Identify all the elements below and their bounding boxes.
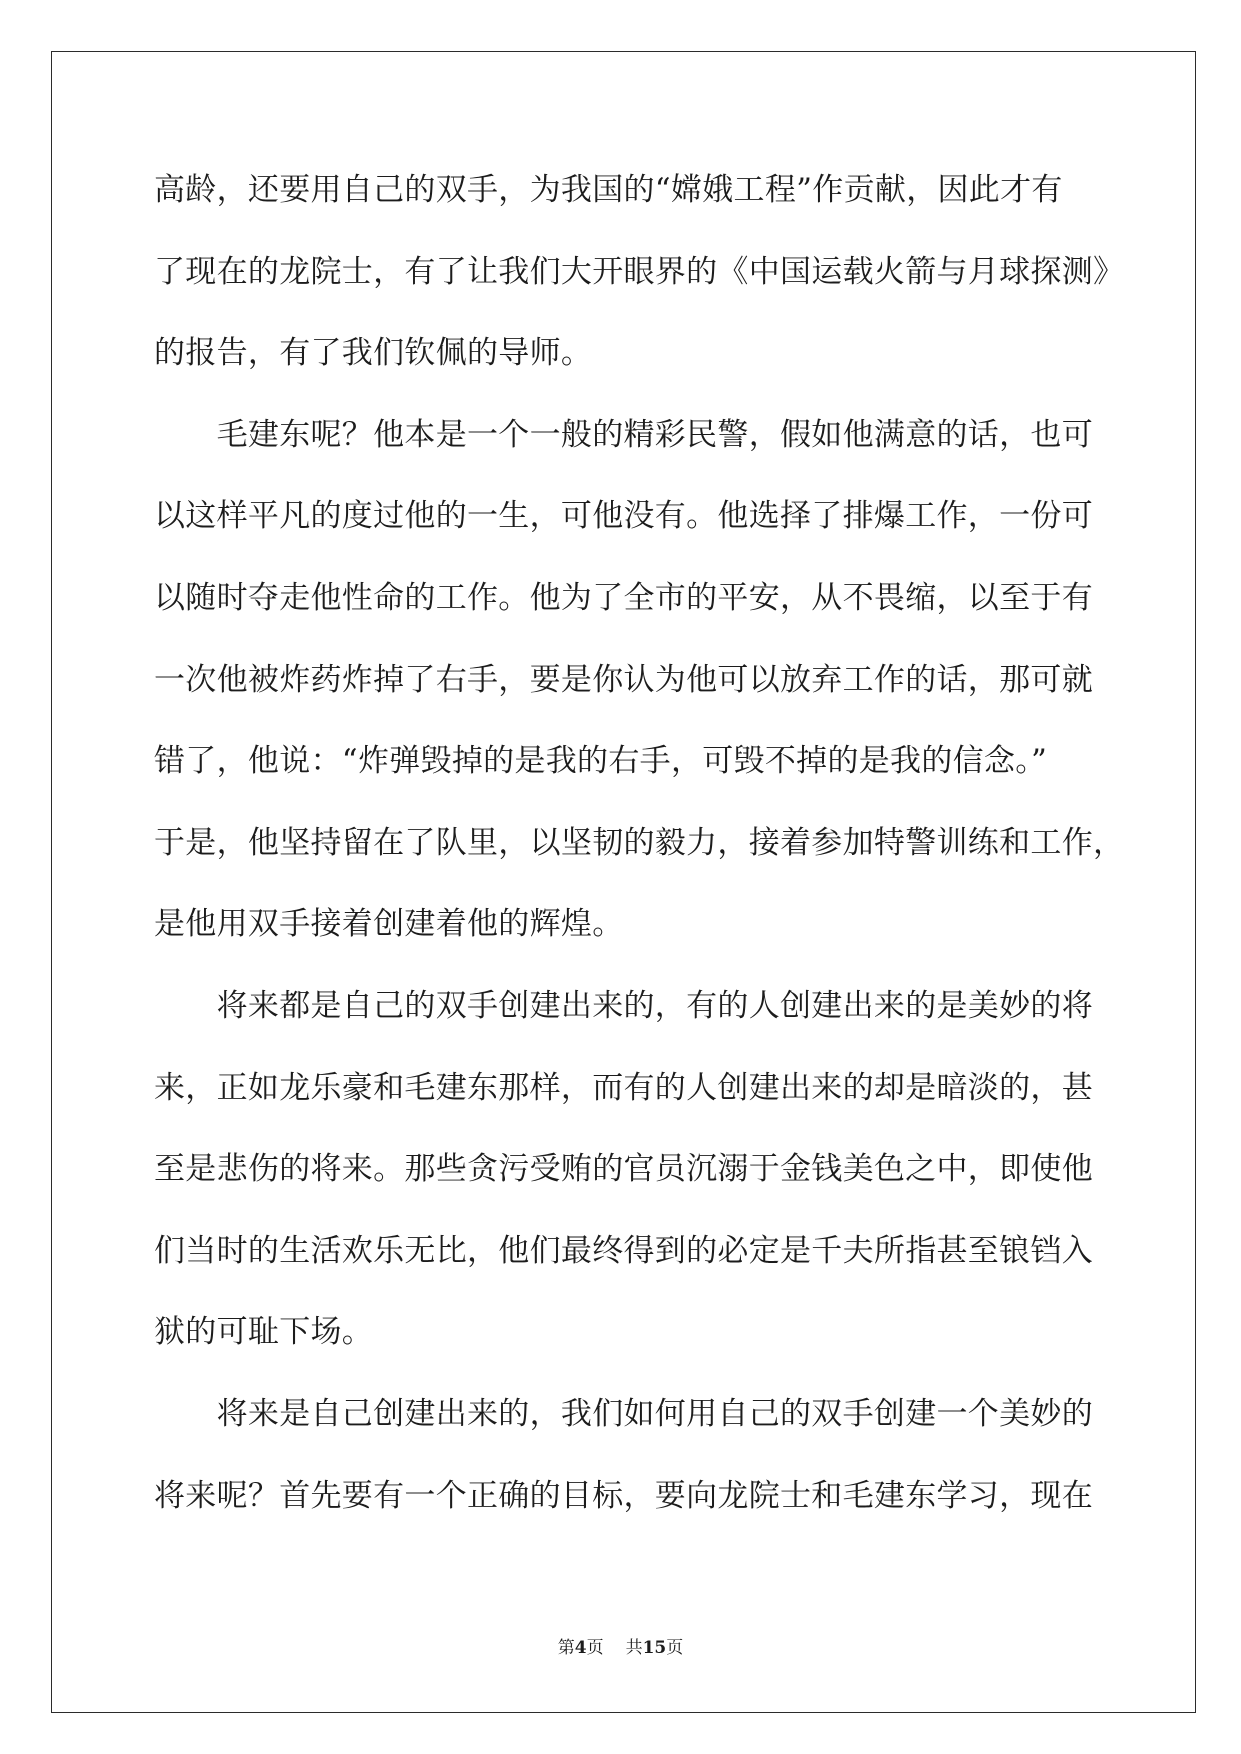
footer-page-prefix: 第 — [557, 1638, 575, 1658]
footer-total-suffix: 页 — [666, 1638, 684, 1658]
page-footer — [0, 1635, 1241, 1661]
text-line: 们当时的生活欢乐无比，他们最终得到的必定是千夫所指甚至锒铛入 — [154, 1232, 1093, 1269]
paragraph-1 — [154, 150, 1154, 395]
footer-total-pages: 15 — [642, 1638, 667, 1658]
footer-page-number: 4 — [574, 1638, 587, 1658]
text-line: 于是，他坚持留在了队里，以坚韧的毅力，接着参加特警训练和工作， — [154, 824, 1125, 861]
text-line: 将来呢？首先要有一个正确的目标，要向龙院士和毛建东学习，现在 — [154, 1477, 1093, 1514]
text-line: 高龄，还要用自己的双手，为我国的“嫦娥工程”作贡献，因此才有 — [154, 172, 1063, 208]
footer-page-suffix: 页 — [586, 1638, 604, 1658]
text-line: 的报告，有了我们钦佩的导师。 — [154, 335, 593, 372]
paragraph-2 — [154, 395, 1154, 966]
text-line: 将来都是自己的双手创建出来的，有的人创建出来的是美妙的将 — [216, 987, 1093, 1024]
body-text — [154, 150, 1154, 1537]
paragraph-4 — [154, 1374, 1154, 1537]
text-line: 错了，他说：“炸弹毁掉的是我的右手，可毁不掉的是我的信念。” — [154, 743, 1048, 780]
paragraph-3 — [154, 966, 1154, 1374]
text-line: 是他用双手接着创建着他的辉煌。 — [154, 906, 624, 943]
text-line: 将来是自己创建出来的，我们如何用自己的双手创建一个美妙的 — [216, 1395, 1093, 1432]
text-line: 毛建东呢？他本是一个一般的精彩民警，假如他满意的话，也可 — [216, 416, 1093, 453]
text-line: 了现在的龙院士，有了让我们大开眼界的《中国运载火箭与月球探测》 — [154, 253, 1125, 290]
text-line: 来，正如龙乐豪和毛建东那样，而有的人创建出来的却是暗淡的，甚 — [154, 1069, 1093, 1106]
text-line: 以这样平凡的度过他的一生，可他没有。他选择了排爆工作，一份可 — [154, 498, 1093, 535]
text-line: 以随时夺走他性命的工作。他为了全市的平安，从不畏缩，以至于有 — [154, 579, 1093, 616]
text-line: 一次他被炸药炸掉了右手，要是你认为他可以放弃工作的话，那可就 — [154, 661, 1093, 698]
text-line: 狱的可耻下场。 — [154, 1314, 374, 1351]
text-line: 至是悲伤的将来。那些贪污受贿的官员沉溺于金钱美色之中，即使他 — [154, 1151, 1093, 1188]
footer-total-prefix: 共 — [625, 1638, 643, 1658]
